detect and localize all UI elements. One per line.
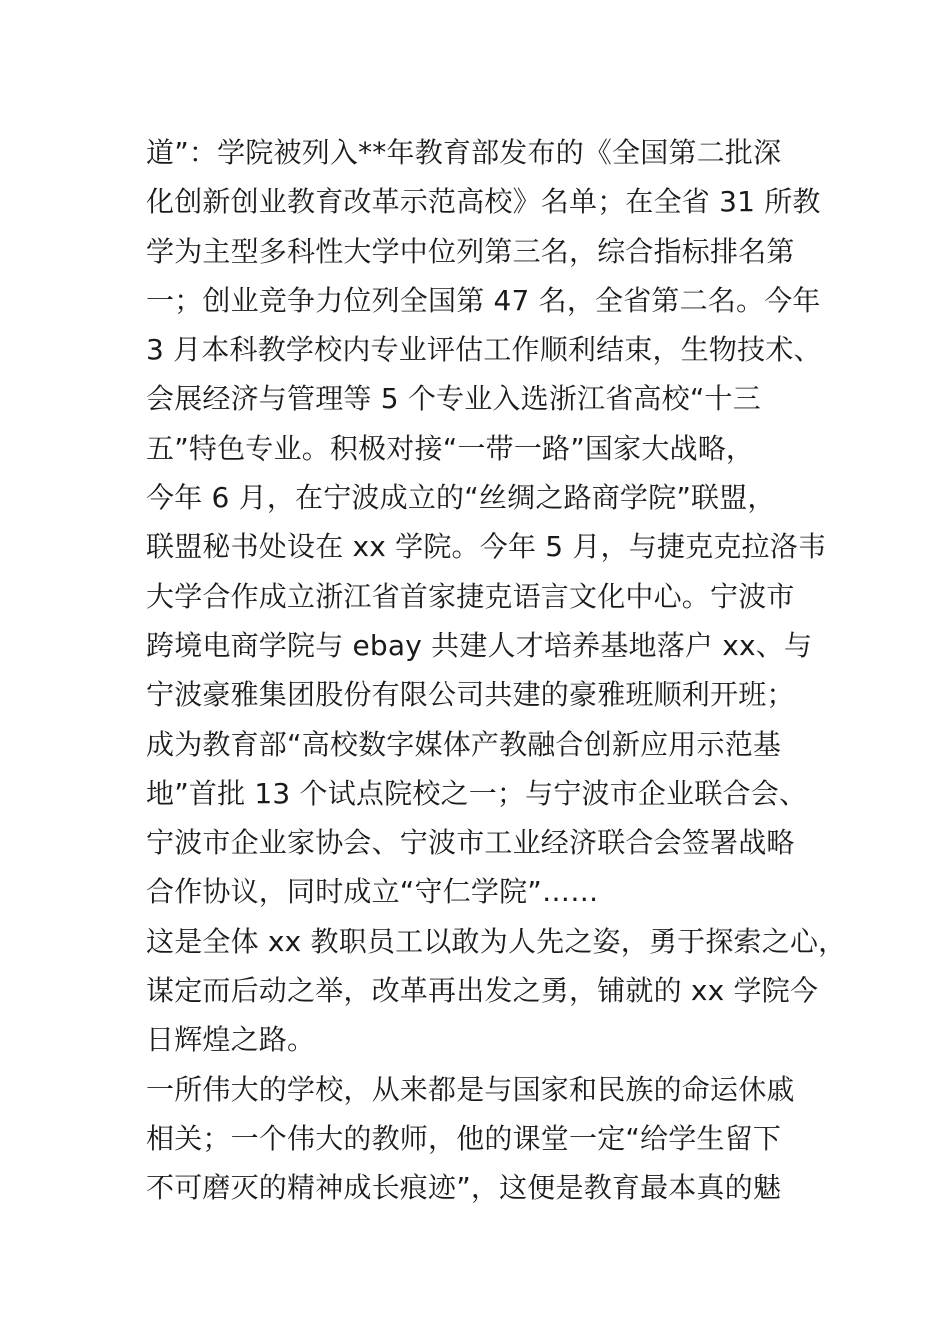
- text-line: 跨境电商学院与 ebay 共建人才培养基地落户 xx、与: [146, 628, 813, 662]
- text-line: 大学合作成立浙江省首家捷克语言文化中心。宁波市: [146, 579, 795, 613]
- text-line: 宁波市企业家协会、宁波市工业经济联合会签署战略: [146, 826, 795, 860]
- text-line: 地”首批 13 个试点院校之一；与宁波市企业联合会、: [146, 776, 808, 810]
- text-line: 宁波豪雅集团股份有限公司共建的豪雅班顺利开班；: [146, 678, 795, 712]
- text-line: 学为主型多科性大学中位列第三名，综合指标排名第: [146, 234, 795, 268]
- text-line: 联盟秘书处设在 xx 学院。今年 5 月，与捷克克拉洛韦: [146, 530, 827, 564]
- body-text: [146, 128, 846, 1213]
- text-line: 谋定而后动之举，改革再出发之勇，铺就的 xx 学院今: [146, 974, 819, 1008]
- text-line: 不可磨灭的精神成长痕迹”，这便是教育最本真的魅: [146, 1171, 782, 1205]
- text-line: 3 月本科教学校内专业评估工作顺利结束，生物技术、: [146, 333, 822, 367]
- text-line: 一；创业竞争力位列全国第 47 名，全省第二名。今年: [146, 283, 821, 317]
- text-line: 道”：学院被列入**年教育部发布的《全国第二批深: [146, 136, 782, 169]
- text-line: 日辉煌之路。: [146, 1023, 316, 1057]
- text-line: 这是全体 xx 教职员工以敢为人先之姿，勇于探索之心，: [146, 924, 847, 958]
- text-line: 今年 6 月，在宁波成立的“丝绸之路商学院”联盟，: [146, 481, 776, 515]
- text-line: 合作协议，同时成立“守仁学院”……: [146, 875, 599, 909]
- text-line: 相关；一个伟大的教师，他的课堂一定“给学生留下: [146, 1121, 782, 1155]
- text-line: 化创新创业教育改革示范高校》名单；在全省 31 所教: [146, 185, 821, 219]
- text-line: 成为教育部“高校数字媒体产教融合创新应用示范基: [146, 727, 782, 761]
- text-line: 五”特色专业。积极对接“一带一路”国家大战略，: [146, 431, 755, 465]
- text-line: 会展经济与管理等 5 个专业入选浙江省高校“十三: [146, 382, 761, 416]
- text-line: 一所伟大的学校，从来都是与国家和民族的命运休戚: [146, 1072, 795, 1106]
